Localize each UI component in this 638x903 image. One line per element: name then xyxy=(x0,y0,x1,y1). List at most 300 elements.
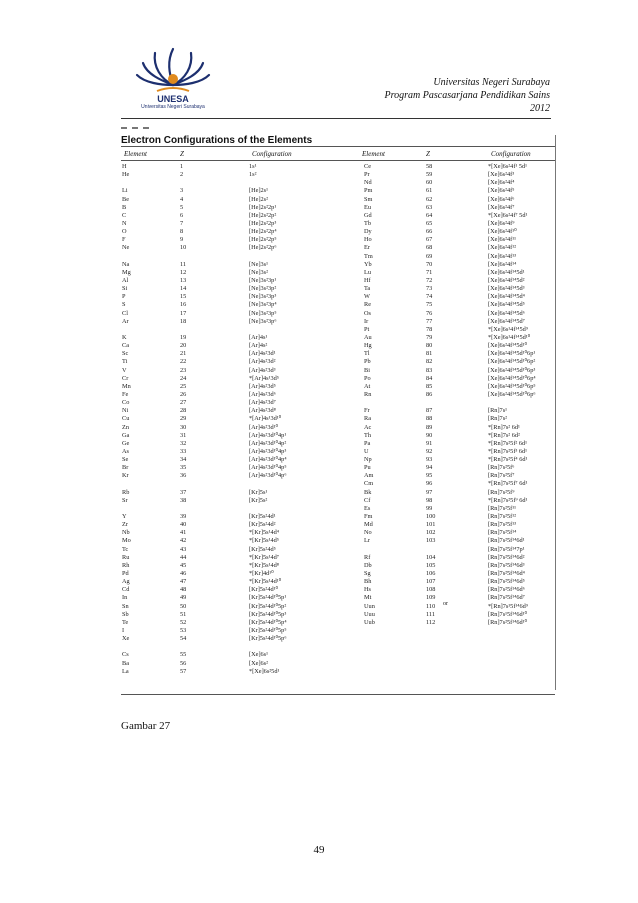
table-row xyxy=(364,399,554,407)
element-symbol: Rh xyxy=(122,561,130,569)
electron-configuration: [Xe]6s²4f⁴ xyxy=(488,179,515,187)
table-row xyxy=(122,505,332,513)
table-row xyxy=(364,432,554,440)
atomic-number: 106 xyxy=(426,570,436,578)
electron-configuration: [Ne]3s²3p⁶ xyxy=(249,317,277,325)
table-row xyxy=(364,326,554,334)
electron-configuration: [Ar]4s²3d⁸ xyxy=(249,407,276,415)
electron-configuration: [Kr]5s² xyxy=(249,496,268,504)
table-row xyxy=(122,285,332,293)
table-row xyxy=(364,285,554,293)
atomic-number: 66 xyxy=(426,228,433,236)
table-row xyxy=(364,212,554,220)
atomic-number: 16 xyxy=(180,301,187,309)
electron-configuration: [Ar]4s²3d⁷ xyxy=(249,399,276,407)
atomic-number: 12 xyxy=(180,268,187,276)
element-symbol: Y xyxy=(122,513,127,521)
electron-configuration: [Rn]7s²5f¹³ xyxy=(488,521,517,529)
electron-configuration: [Ne]3s²3p² xyxy=(249,285,277,293)
table-row xyxy=(364,228,554,236)
electron-configuration: [Xe]6s²4f⁷ xyxy=(488,203,515,211)
table-row xyxy=(364,163,554,171)
atomic-number: 57 xyxy=(180,667,187,675)
atomic-number: 51 xyxy=(180,610,187,618)
header-program: Program Pascasarjana Pendidikan Sains xyxy=(384,90,550,101)
element-symbol: Ca xyxy=(122,342,129,350)
element-symbol: Cl xyxy=(122,309,128,317)
figure-caption: Gambar 27 xyxy=(121,720,171,732)
element-symbol: C xyxy=(122,211,127,219)
table-row xyxy=(122,472,332,480)
atomic-number: 23 xyxy=(180,366,187,374)
header-university: Universitas Negeri Surabaya xyxy=(433,77,550,88)
electron-configuration: [Rn]7s²5f⁶ xyxy=(488,464,515,472)
element-symbol: Ag xyxy=(122,578,130,586)
electron-configuration: [Ne]3s²3p³ xyxy=(249,293,277,301)
atomic-number: 14 xyxy=(180,285,187,293)
electron-configuration: [Kr]5s²4d¹⁰ xyxy=(249,586,279,594)
atomic-number: 37 xyxy=(180,488,187,496)
atomic-number: 43 xyxy=(180,545,187,553)
table-row xyxy=(122,651,332,659)
table-row xyxy=(122,375,332,383)
logo-caption: Universitas Negeri Surabaya xyxy=(141,104,205,110)
atomic-number: 87 xyxy=(426,407,433,415)
atomic-number: 89 xyxy=(426,423,433,431)
atomic-number: 41 xyxy=(180,529,187,537)
table-row xyxy=(364,497,554,505)
atomic-number: 65 xyxy=(426,219,433,227)
table-row xyxy=(122,310,332,318)
atomic-number: 9 xyxy=(180,236,184,244)
atomic-number: 4 xyxy=(180,195,184,203)
element-symbol: Lu xyxy=(364,268,371,276)
element-symbol: S xyxy=(122,301,126,309)
electron-configuration: *[Xe]6s²4f⁷ 5d¹ xyxy=(488,211,528,219)
table-row xyxy=(364,334,554,342)
table-row xyxy=(122,171,332,179)
atomic-number: 25 xyxy=(180,382,187,390)
element-symbol: Cd xyxy=(122,586,130,594)
table-row xyxy=(122,179,332,187)
atomic-number: 85 xyxy=(426,382,433,390)
electron-configuration: [Xe]6s²4f¹² xyxy=(488,244,517,252)
element-symbol: Fm xyxy=(364,513,373,521)
atomic-number: 19 xyxy=(180,333,187,341)
atomic-number: 2 xyxy=(180,171,184,179)
element-symbol: Th xyxy=(364,431,371,439)
electron-configuration: [He]2s²2p⁶ xyxy=(249,244,277,252)
table-row xyxy=(122,383,332,391)
element-symbol: K xyxy=(122,333,127,341)
element-symbol: Tm xyxy=(364,252,373,260)
element-symbol: Te xyxy=(122,618,129,626)
element-symbol: Re xyxy=(364,301,371,309)
table-row xyxy=(122,350,332,358)
atomic-number: 78 xyxy=(426,325,433,333)
element-symbol: Sg xyxy=(364,570,371,578)
table-row xyxy=(364,269,554,277)
atomic-number: 39 xyxy=(180,513,187,521)
table-row xyxy=(364,301,554,309)
table-row xyxy=(364,261,554,269)
atomic-number: 5 xyxy=(180,203,184,211)
electron-configuration: [Xe]6s²4f¹¹ xyxy=(488,236,517,244)
table-row xyxy=(364,586,554,594)
electron-configuration: *[Kr]5s¹4d⁸ xyxy=(249,561,279,569)
atomic-number: 33 xyxy=(180,447,187,455)
atomic-number: 55 xyxy=(180,651,187,659)
table-row xyxy=(364,179,554,187)
atomic-number: 31 xyxy=(180,431,187,439)
element-symbol: Yb xyxy=(364,260,372,268)
table-row xyxy=(364,603,554,611)
electron-configuration: *[Rn]7s²5f⁷ 6d¹ xyxy=(488,480,528,488)
electron-configuration: *[Rn]7s² 6d¹ xyxy=(488,423,520,431)
electron-configuration: [Ar]4s²3d¹ xyxy=(249,350,276,358)
atomic-number: 101 xyxy=(426,521,436,529)
atomic-number: 7 xyxy=(180,219,184,227)
atomic-number: 95 xyxy=(426,472,433,480)
electron-configuration: *[Rn]7s² 6d² xyxy=(488,431,520,439)
element-symbol: Cr xyxy=(122,374,129,382)
atomic-number: 59 xyxy=(426,171,433,179)
element-symbol: Sm xyxy=(364,195,373,203)
table-row xyxy=(122,448,332,456)
element-symbol: Ba xyxy=(122,659,129,667)
atomic-number: 1 xyxy=(180,163,184,170)
table-row xyxy=(122,529,332,537)
electron-configuration: [Rn]7s²5f¹¹ xyxy=(488,504,517,512)
table-row xyxy=(122,204,332,212)
element-symbol: Au xyxy=(364,333,372,341)
atomic-number: 108 xyxy=(426,586,436,594)
atomic-number: 53 xyxy=(180,627,187,635)
element-symbol: Bh xyxy=(364,578,372,586)
electron-configuration: *[Kr]5s¹4d¹⁰ xyxy=(249,578,282,586)
atomic-number: 70 xyxy=(426,260,433,268)
electron-configuration: [Xe]6s²4f¹⁴5d⁴ xyxy=(488,293,525,301)
element-symbol: Mt xyxy=(364,594,372,602)
element-symbol: Tb xyxy=(364,219,371,227)
col-header-element-right: Element xyxy=(362,150,385,158)
element-symbol: Ar xyxy=(122,317,129,325)
electron-configuration: [Rn]7s¹ xyxy=(488,407,508,415)
table-row xyxy=(122,399,332,407)
electron-configuration: *[Kr]5s¹4d⁴ xyxy=(249,529,279,537)
atomic-number: 90 xyxy=(426,431,433,439)
atomic-number: 68 xyxy=(426,244,433,252)
atomic-number: 27 xyxy=(180,399,187,407)
electron-configuration: [Ar]4s²3d¹⁰4p³ xyxy=(249,447,287,455)
element-symbol: Am xyxy=(364,472,374,480)
atomic-number: 97 xyxy=(426,488,433,496)
electron-configuration: [Ar]4s²3d¹⁰4p² xyxy=(249,439,287,447)
atomic-number: 20 xyxy=(180,342,187,350)
table-row xyxy=(364,505,554,513)
element-symbol: Fr xyxy=(364,407,370,415)
electron-configuration: 1s¹ xyxy=(249,163,257,170)
table-row xyxy=(364,456,554,464)
atomic-number: 72 xyxy=(426,276,433,284)
electron-configuration: [Xe]6s² xyxy=(249,659,269,667)
electron-configuration: [Rn]7s²5f¹² xyxy=(488,513,517,521)
atomic-number: 26 xyxy=(180,390,187,398)
table-row xyxy=(122,513,332,521)
table-row xyxy=(364,187,554,195)
element-symbol: Si xyxy=(122,285,128,293)
atomic-number: 81 xyxy=(426,350,433,358)
electron-configuration: *[Xe]6s¹4f¹⁴5d⁹ xyxy=(488,325,528,333)
table-row xyxy=(364,342,554,350)
table-row xyxy=(122,244,332,252)
table-row xyxy=(122,301,332,309)
col-header-element-left: Element xyxy=(124,150,147,158)
atomic-number: 42 xyxy=(180,537,187,545)
table-row xyxy=(364,448,554,456)
atomic-number: 11 xyxy=(180,260,187,268)
atomic-number: 61 xyxy=(426,187,433,195)
electron-configuration: [Kr]5s²4d² xyxy=(249,521,276,529)
table-row xyxy=(122,163,332,171)
element-symbol: Cu xyxy=(122,415,130,423)
table-row xyxy=(122,220,332,228)
col-header-config-right: Configuration xyxy=(491,150,531,158)
table-row xyxy=(122,603,332,611)
table-row xyxy=(122,367,332,375)
atomic-number: 6 xyxy=(180,211,184,219)
table-row xyxy=(364,244,554,252)
element-symbol: Rf xyxy=(364,553,371,561)
atomic-number: 52 xyxy=(180,618,187,626)
element-symbol: Sn xyxy=(122,602,129,610)
table-row xyxy=(364,537,554,545)
table-row xyxy=(122,537,332,545)
table-row xyxy=(122,586,332,594)
atomic-number: 64 xyxy=(426,211,433,219)
electron-configuration: [Rn]7s² xyxy=(488,415,508,423)
table-row xyxy=(364,171,554,179)
element-symbol: B xyxy=(122,203,127,211)
element-symbol: Ni xyxy=(122,407,129,415)
element-symbol: I xyxy=(122,627,125,635)
table-row xyxy=(122,424,332,432)
element-symbol: Na xyxy=(122,260,130,268)
table-row xyxy=(122,440,332,448)
atomic-number: 79 xyxy=(426,333,433,341)
atomic-number: 74 xyxy=(426,293,433,301)
element-symbol: Pm xyxy=(364,187,373,195)
atomic-number: 77 xyxy=(426,317,433,325)
electron-configuration: [Ne]3s² xyxy=(249,268,269,276)
electron-configuration: *[Xe]6s¹4f¹⁴5d¹⁰ xyxy=(488,333,531,341)
atomic-number: 103 xyxy=(426,537,436,545)
table-top-rule xyxy=(121,146,555,147)
table-row xyxy=(122,196,332,204)
electron-configuration: [He]2s²2p⁴ xyxy=(249,228,277,236)
electron-configuration: [Rn]7s²5f¹⁴6d³ xyxy=(488,561,525,569)
table-row xyxy=(122,594,332,602)
header-divider xyxy=(121,118,551,119)
element-symbol: Ti xyxy=(122,358,128,366)
electron-configuration: *[Xe]6s²5d¹ xyxy=(249,667,280,675)
electron-configuration: [Kr]5s²4d¹ xyxy=(249,513,276,521)
element-symbol: In xyxy=(122,594,128,602)
electron-configuration: [Rn]7s²5f¹⁴6d⁴ xyxy=(488,570,525,578)
atomic-number: 15 xyxy=(180,293,187,301)
electron-configuration: *[Rn]7s²5f² 6d¹ xyxy=(488,439,528,447)
table-row xyxy=(122,627,332,635)
table-row xyxy=(364,253,554,261)
atomic-number: 111 xyxy=(426,610,435,618)
electron-configuration: [Xe]6s²4f⁹ xyxy=(488,219,515,227)
table-row xyxy=(122,415,332,423)
electron-configuration: *[Ar]4s¹3d¹⁰ xyxy=(249,415,282,423)
atomic-number: 21 xyxy=(180,350,187,358)
table-row xyxy=(122,668,332,676)
atomic-number: 13 xyxy=(180,276,187,284)
atomic-number: 76 xyxy=(426,309,433,317)
table-row xyxy=(364,383,554,391)
atomic-number: 80 xyxy=(426,342,433,350)
element-symbol: Uub xyxy=(364,618,375,626)
atomic-number: 32 xyxy=(180,439,187,447)
atomic-number: 73 xyxy=(426,285,433,293)
table-row xyxy=(122,619,332,627)
electron-configuration: [Ar]4s² xyxy=(249,342,268,350)
table-bottom-rule xyxy=(121,694,555,695)
element-symbol: Pt xyxy=(364,325,370,333)
element-symbol: Pu xyxy=(364,464,371,472)
electron-configuration: [Xe]6s²4f⁵ xyxy=(488,187,515,195)
table-row xyxy=(364,367,554,375)
table-row xyxy=(122,269,332,277)
table-row xyxy=(364,521,554,529)
element-symbol: Nb xyxy=(122,529,130,537)
atomic-number: 40 xyxy=(180,521,187,529)
atomic-number: 99 xyxy=(426,504,433,512)
table-row xyxy=(122,261,332,269)
table-row xyxy=(122,480,332,488)
element-symbol: U xyxy=(364,447,369,455)
element-symbol: O xyxy=(122,228,127,236)
electron-configuration: [Xe]6s²4f¹⁴5d¹⁰6p⁴ xyxy=(488,374,536,382)
electron-configuration: [He]2s¹ xyxy=(249,187,269,195)
electron-configuration: [Kr]5s²4d¹⁰5p³ xyxy=(249,610,287,618)
atomic-number: 109 xyxy=(426,594,436,602)
table-row xyxy=(364,204,554,212)
table-row xyxy=(122,456,332,464)
table-row xyxy=(122,318,332,326)
electron-configuration: [Ar]4s²3d¹⁰4p⁶ xyxy=(249,472,287,480)
element-symbol: Lr xyxy=(364,537,370,545)
atomic-number: 62 xyxy=(426,195,433,203)
col-header-config-left: Configuration xyxy=(252,150,292,158)
atomic-number: 94 xyxy=(426,464,433,472)
atomic-number: 10 xyxy=(180,244,187,252)
table-row xyxy=(364,619,554,627)
header-year: 2012 xyxy=(530,103,550,114)
electron-configuration: [Xe]6s²4f¹³ xyxy=(488,252,517,260)
table-row xyxy=(364,464,554,472)
atomic-number: 45 xyxy=(180,561,187,569)
element-symbol: At xyxy=(364,382,371,390)
element-symbol: Ac xyxy=(364,423,372,431)
element-symbol: Pb xyxy=(364,358,371,366)
table-row xyxy=(122,643,332,651)
element-symbol: Dy xyxy=(364,228,372,236)
atomic-number: 98 xyxy=(426,496,433,504)
electron-configuration: [Ar]4s²3d¹⁰4p¹ xyxy=(249,431,287,439)
electron-configuration: [Rn]7s²5f¹⁴6d¹ xyxy=(488,537,525,545)
atomic-number: 28 xyxy=(180,407,187,415)
element-symbol: Fe xyxy=(122,390,129,398)
atomic-number: 82 xyxy=(426,358,433,366)
electron-configuration: [Xe]6s²4f⁶ xyxy=(488,195,515,203)
element-symbol: Pa xyxy=(364,439,371,447)
atomic-number: 71 xyxy=(426,268,433,276)
atomic-number: 112 xyxy=(426,618,436,626)
element-symbol: Ce xyxy=(364,163,371,170)
table-row xyxy=(122,326,332,334)
atomic-number: 63 xyxy=(426,203,433,211)
electron-configuration: [Xe]6s²4f¹⁴5d¹⁰6p³ xyxy=(488,366,536,374)
table-row xyxy=(122,578,332,586)
atomic-number: 60 xyxy=(426,179,433,187)
atomic-number: 58 xyxy=(426,163,433,170)
electron-configuration: [Xe]6s²4f¹⁴5d¹⁰6p¹ xyxy=(488,350,536,358)
electron-configuration: [Xe]6s²4f¹⁴5d⁶ xyxy=(488,309,525,317)
table-row xyxy=(122,554,332,562)
element-symbol: Sr xyxy=(122,496,128,504)
table-row xyxy=(122,187,332,195)
electron-configuration: [He]2s²2p³ xyxy=(249,219,277,227)
element-symbol: Sb xyxy=(122,610,129,618)
atomic-number: 18 xyxy=(180,317,187,325)
element-symbol: Hg xyxy=(364,342,372,350)
atomic-number: 50 xyxy=(180,602,187,610)
electron-configuration: *[Rn]7s²5f³ 6d¹ xyxy=(488,447,528,455)
element-symbol: F xyxy=(122,236,126,244)
atomic-number: 24 xyxy=(180,374,187,382)
table-row xyxy=(364,489,554,497)
table-row xyxy=(364,407,554,415)
col-header-z-left: Z xyxy=(180,150,184,158)
table-row xyxy=(122,521,332,529)
table-left-column xyxy=(122,163,332,676)
table-row xyxy=(364,480,554,488)
table-row xyxy=(364,554,554,562)
table-row xyxy=(364,440,554,448)
table-row xyxy=(364,375,554,383)
element-symbol: Md xyxy=(364,521,373,529)
atomic-number: 48 xyxy=(180,586,187,594)
table-row xyxy=(122,293,332,301)
atomic-number: 30 xyxy=(180,423,187,431)
electron-configuration: [Rn]7s²5f⁹ xyxy=(488,488,515,496)
table-row xyxy=(364,562,554,570)
atomic-number: 105 xyxy=(426,561,436,569)
table-row xyxy=(122,358,332,366)
electron-configuration: [Rn]7s²5f¹⁴6d⁵ xyxy=(488,578,525,586)
atomic-number: 17 xyxy=(180,309,187,317)
element-symbol: Mo xyxy=(122,537,131,545)
element-symbol: Se xyxy=(122,456,129,464)
table-row xyxy=(122,660,332,668)
atomic-number: 92 xyxy=(426,447,433,455)
electron-configuration: [Xe]6s¹ xyxy=(249,651,269,659)
electron-configuration: [Rn]7s²5f¹⁴6d² xyxy=(488,553,525,561)
